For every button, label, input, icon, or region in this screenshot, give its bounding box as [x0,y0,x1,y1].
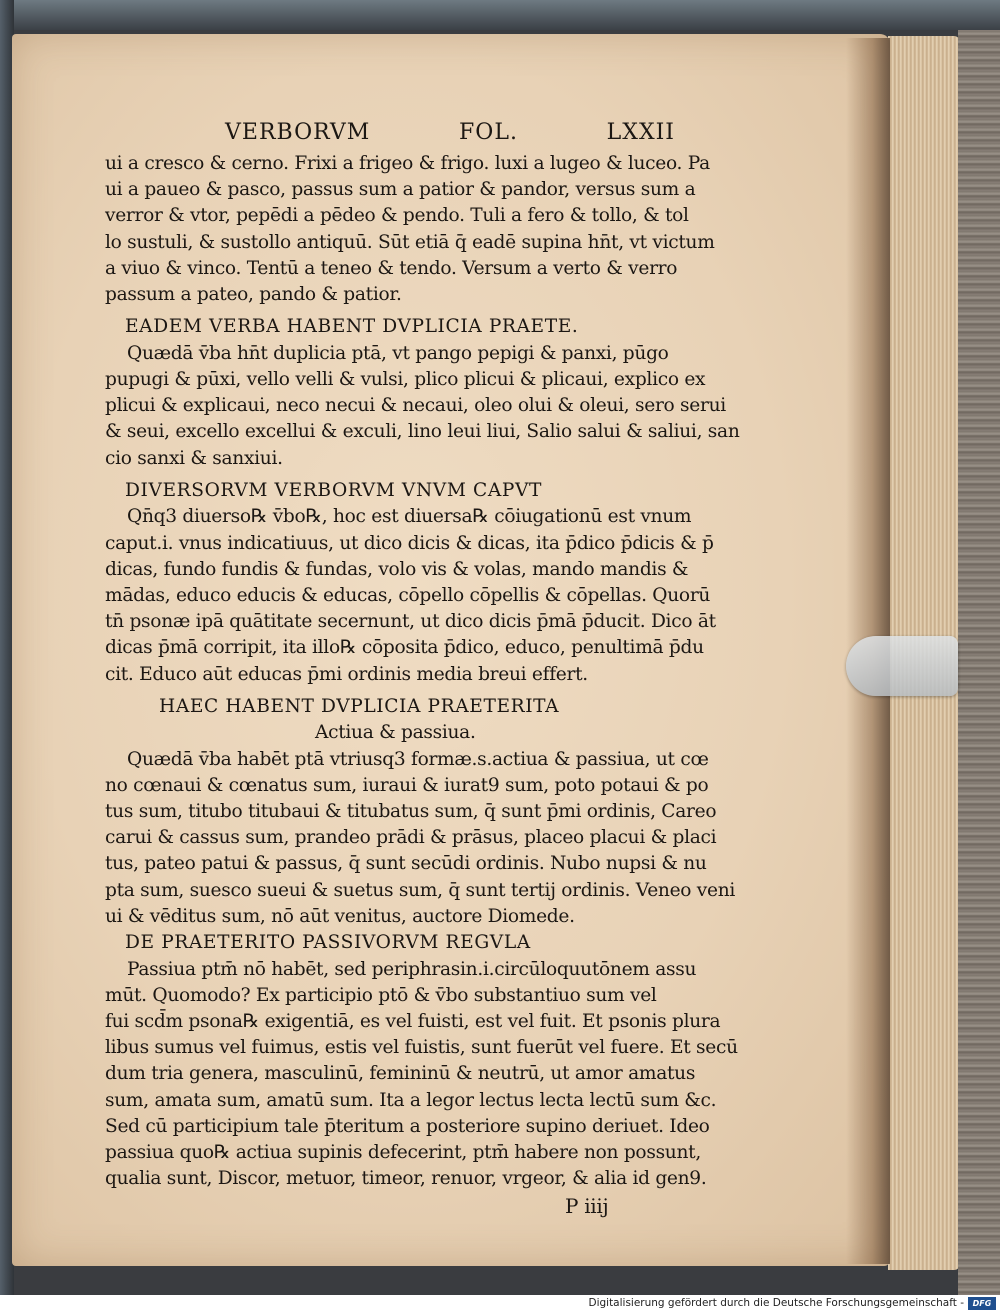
text-line: Sed cū participium tale p̄teritum a posteriore supino deriuet. Ideo [105,1115,710,1137]
text-line: lo sustuli, & sustollo antiquū. Sūt etiā q̄ eadē supina hn̄t, vt victum [105,231,715,253]
text-line: & seui, excello excellui & exculi, lino leui liui, Salio salui & saliui, san [105,421,740,443]
text-line: carui & cassus sum, prandeo prādi & prāsus, placeo placui & placi [105,827,717,849]
text-line: dum tria genera, masculinū, femininū & neutrū, ut amor amatus [105,1063,696,1085]
text-line: verror & vtor, pepēdi a pēdeo & pendo. Tuli a fero & tollo, & tol [105,205,689,227]
section-heading: EADEM VERBA HABENT DVPLICIA PRAETE. [125,316,579,338]
text-line: tus sum, titubo titubaui & titubatus sum, q̄ sunt p̄mi ordinis, Careo [105,801,717,823]
digitization-footer [0,1295,1000,1313]
text-line: plicui & explicaui, neco necui & necaui, oleo olui & oleui, sero serui [105,395,726,417]
text-line: libus sumus vel fuimus, estis vel fuistis, sunt fuerūt vel fuere. Et secū [105,1037,738,1059]
text-line: fui scd̄m psona℞ exigentiā, es vel fuisti, est vel fuit. Et psonis plura [105,1011,721,1033]
page-text-block [105,120,740,1220]
text-line: passum a pateo, pando & patior. [105,284,402,306]
text-line: sum, amata sum, amatū sum. Ita a legor lectus lecta lectū sum &c. [105,1089,717,1111]
text-line: no cœnaui & cœnatus sum, iuraui & iurat9 sum, poto potaui & po [105,774,709,796]
text-line: cit. Educo aūt educas p̄mi ordinis media breui effert. [105,663,588,685]
text-line: pta sum, suesco sueui & suetus sum, q̄ sunt tertij ordinis. Veneo veni [105,879,736,901]
text-line: dicas p̄mā corripit, ita illo℞ cōposita p̄dico, educo, penultimā p̄du [105,637,704,659]
text-line: qualia sunt, Discor, metuor, timeor, renuor, vrgeor, & alia id gen9. [105,1168,707,1190]
text-line: a viuo & vinco. Tentū a teneo & tendo. Versum a verto & verro [105,257,678,279]
text-line: ui a cresco & cerno. Frixi a frigeo & frigo. luxi a lugeo & luceo. Pa [105,153,710,174]
text-line: Qn̄q3 diuerso℞ v̄bo℞, hoc est diuersa℞ cōiugationū est vnum [127,506,692,528]
text-line: passiua quo℞ actiua supinis defecerint, ptm̄ habere non possunt, [105,1142,701,1164]
page-clip-tab [846,636,958,696]
text-line: Passiua ptm̄ nō habēt, sed periphrasin.i.circūloquutōnem assu [127,958,697,980]
book-cover-right [958,30,1000,1295]
text-line: tus, pateo patui & passus, q̄ sunt secūdi ordinis. Nubo nupsi & nu [105,853,707,875]
section-subheading: Actiua & passiua. [315,722,476,744]
text-line: mādas, educo educis & educas, cōpello cōpellis & cōpellas. Quorū [105,585,711,607]
book-cover-top [0,0,1000,30]
text-line: dicas, fundo fundis & fundas, volo vis & volas, mando mandis & [105,558,689,580]
section-heading: HAEC HABENT DVPLICIA PRAETERITA [159,695,560,717]
text-line: ui & vēditus sum, nō aūt venitus, auctore Diomede. [105,905,575,927]
text-line: caput.i. vnus indicatiuus, ut dico dicis & dicas, ita p̄dico p̄dicis & p̄ [105,532,714,554]
section-heading: DE PRAETERITO PASSIVORVM REGVLA [125,932,531,954]
signature-mark: P iiij [565,1194,609,1219]
text-line: Quædā v̄ba habēt ptā vtriusq3 formæ.s.actiua & passiua, ut cœ [127,748,709,770]
section-heading: DIVERSORVM VERBORVM VNVM CAPVT [125,479,542,501]
dfg-logo-icon: DFG [968,1297,996,1310]
running-head-mid: FOL. [459,120,518,145]
footer-credit: Digitalisierung gefördert durch die Deutsche Forschungsgemeinschaft - [588,1297,964,1309]
running-head-left: VERBORVM [225,120,371,145]
text-line: ui a paueo & pasco, passus sum a patior & pandor, versus sum a [105,179,696,201]
running-head [105,120,695,145]
running-head-folio: LXXII [606,120,675,145]
text-line: Quædā v̄ba hn̄t duplicia ptā, vt pango pepigi & panxi, pūgo [127,342,669,364]
text-line: pupugi & pūxi, vello velli & vulsi, plico plicui & plicaui, explico ex [105,369,706,391]
text-line: mūt. Quomodo? Ex participio ptō & v̄bo substantiuo sum vel [105,984,657,1006]
text-line: tn̄ psonæ ipā quātitate secernunt, ut dico dicis p̄mā p̄ducit. Dico āt [105,611,716,633]
text-line: cio sanxi & sanxiui. [105,447,283,469]
